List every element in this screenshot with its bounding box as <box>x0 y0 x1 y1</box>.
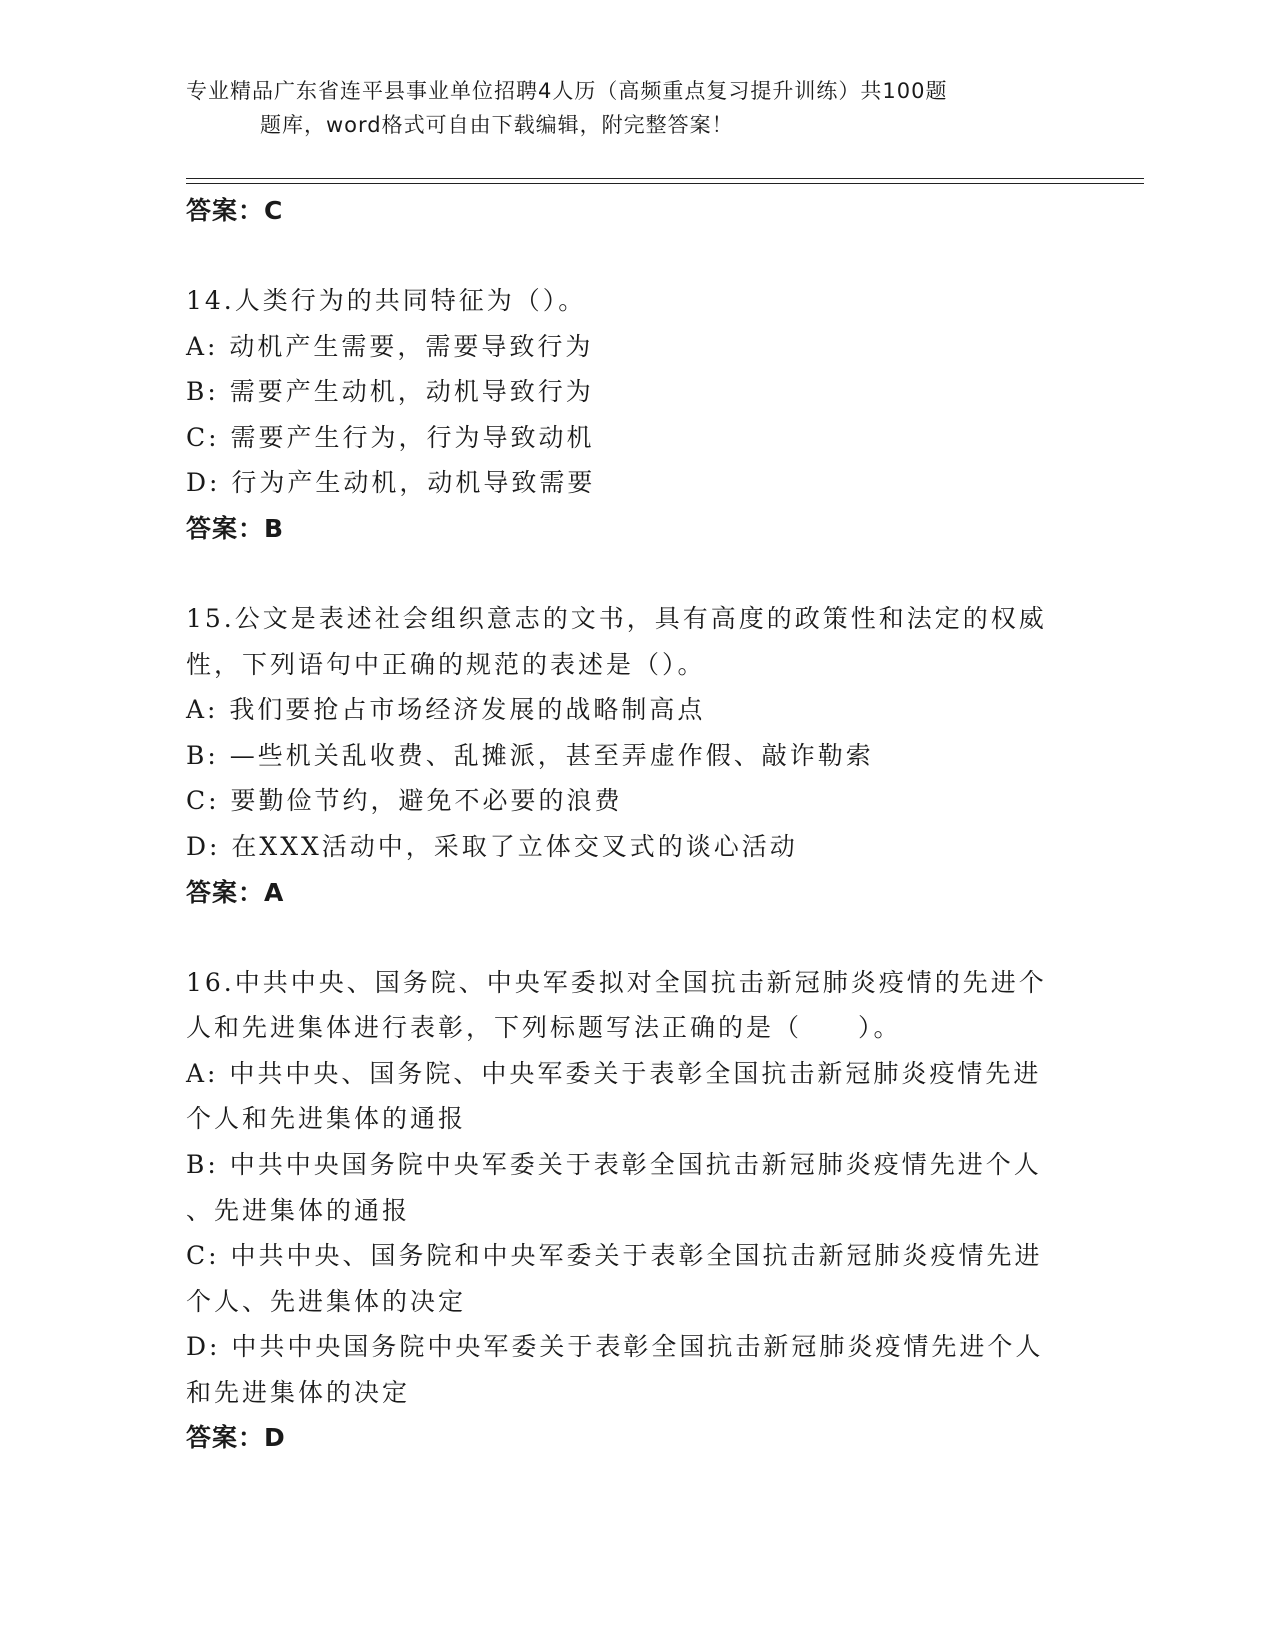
answer: 答案：B <box>186 513 285 543</box>
question-15 <box>186 596 1086 916</box>
option-b: B: —些机关乱收费、乱摊派，甚至弄虚作假、敲诈勒索 <box>186 740 874 770</box>
header-line-2: 题库，word格式可自由下载编辑，附完整答案！ <box>260 113 734 137</box>
option-d: D: 在XXX活动中，采取了立体交叉式的谈心活动 <box>186 831 798 861</box>
option-a-cont: 个人和先进集体的通报 <box>186 1104 467 1134</box>
header-line-1: 专业精品广东省连平县事业单位招聘4人历（高频重点复习提升训练）共100题 <box>186 79 948 103</box>
option-d-cont: 和先进集体的决定 <box>186 1377 411 1407</box>
header-rule-bottom <box>186 183 1144 184</box>
question-14 <box>186 278 1086 552</box>
option-b: B: 需要产生动机，动机导致行为 <box>186 377 594 407</box>
question-stem: 16.中共中央、国务院、中央军委拟对全国抗击新冠肺炎疫情的先进个 <box>186 967 1047 997</box>
question-stem: 14.人类行为的共同特征为（）。 <box>186 286 587 315</box>
question-stem: 15.公文是表述社会组织意志的文书，具有高度的政策性和法定的权威 <box>186 603 1047 633</box>
answer: 答案：D <box>186 1423 286 1453</box>
previous-answer: 答案：C <box>186 196 284 225</box>
question-stem-cont: 人和先进集体进行表彰，下列标题写法正确的是（ ）。 <box>186 1013 902 1043</box>
option-c-cont: 个人、先进集体的决定 <box>186 1286 467 1316</box>
option-c: C: 需要产生行为，行为导致动机 <box>186 422 595 452</box>
option-d: D: 行为产生动机，动机导致需要 <box>186 468 596 498</box>
option-b-cont: 、先进集体的通报 <box>186 1195 411 1225</box>
option-a: A: 我们要抢占市场经济发展的战略制高点 <box>186 695 706 725</box>
option-a: A: 中共中央、国务院、中央军委关于表彰全国抗击新冠肺炎疫情先进 <box>186 1058 1042 1088</box>
option-b: B: 中共中央国务院中央军委关于表彰全国抗击新冠肺炎疫情先进个人 <box>186 1149 1042 1179</box>
option-c: C: 中共中央、国务院和中央军委关于表彰全国抗击新冠肺炎疫情先进 <box>186 1241 1043 1271</box>
option-a: A: 动机产生需要，需要导致行为 <box>186 331 594 361</box>
option-c: C: 要勤俭节约，避免不必要的浪费 <box>186 786 623 816</box>
question-list <box>186 188 1086 1461</box>
page-header <box>186 74 1066 142</box>
header-rule-top <box>186 178 1144 179</box>
question-stem-cont: 性，下列语句中正确的规范的表述是（）。 <box>186 649 706 679</box>
answer: 答案：A <box>186 877 285 907</box>
question-16 <box>186 960 1086 1462</box>
option-d: D: 中共中央国务院中央军委关于表彰全国抗击新冠肺炎疫情先进个人 <box>186 1332 1044 1362</box>
